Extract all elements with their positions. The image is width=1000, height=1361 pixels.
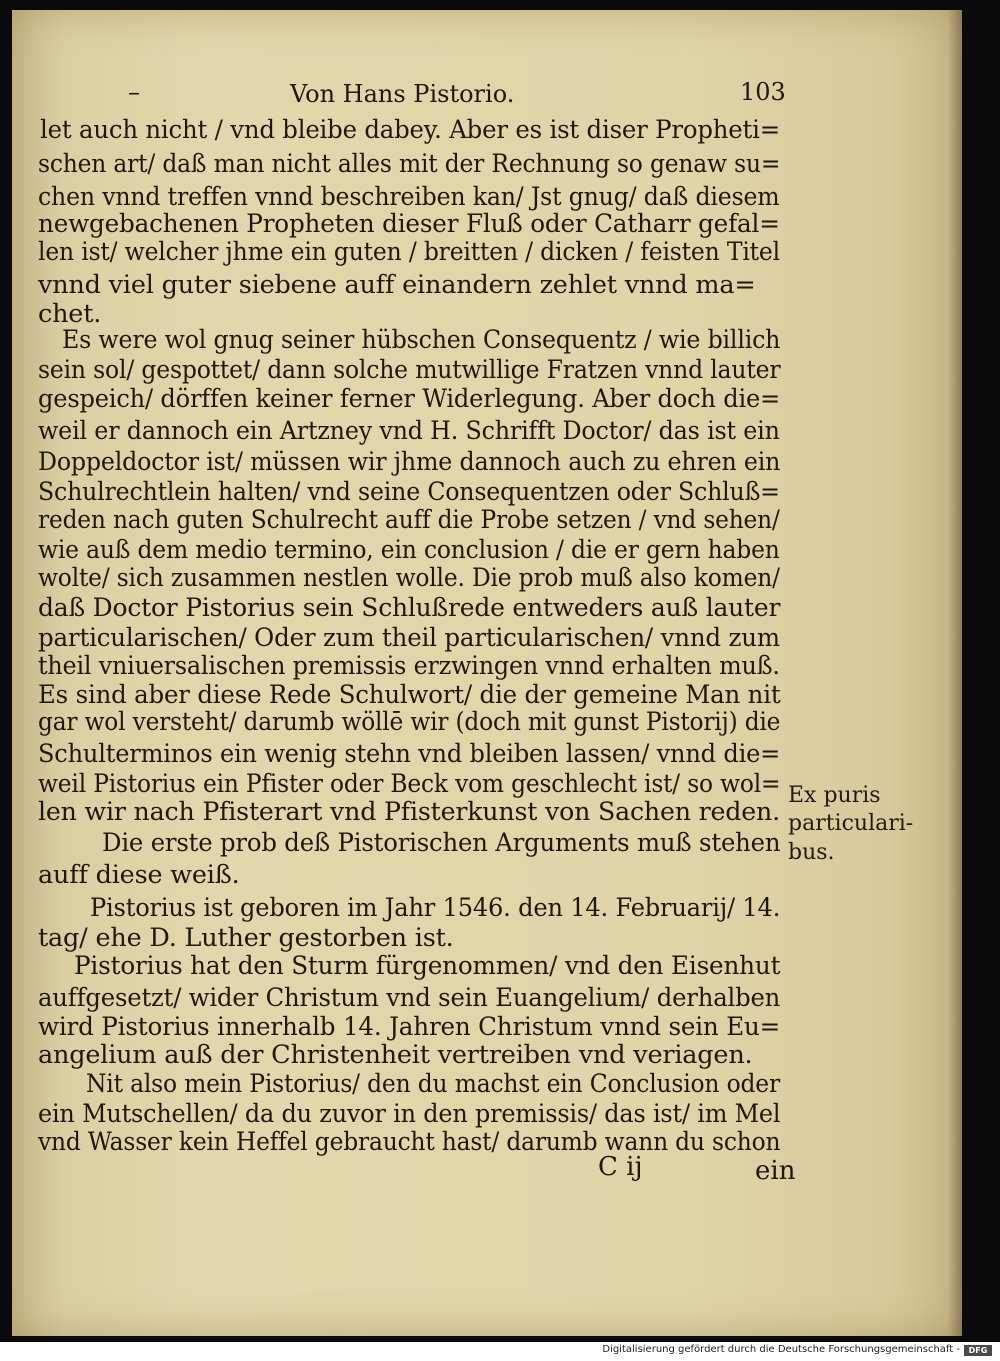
text-line: particularischen/ Oder zum theil particularischen/ vnnd zum: [38, 623, 780, 653]
page-number: 103: [740, 78, 786, 106]
text-line: Doppeldoctor ist/ müssen wir jhme dannoch auch zu ehren ein: [38, 447, 781, 477]
text-line: weil er dannoch ein Artzney vnd H. Schrifft Doctor/ das ist ein: [38, 416, 780, 446]
text-line: wird Pistorius innerhalb 14. Jahren Christum vnnd sein Eu=: [38, 1012, 781, 1042]
text-line: Die erste prob deß Pistorischen Arguments muß stehen: [102, 828, 781, 858]
text-line: auff diese weiß.: [38, 860, 240, 890]
text-line: let auch nicht / vnd bleibe dabey. Aber es ist diser Propheti=: [40, 115, 780, 145]
text-line: reden nach guten Schulrecht auff die Probe setzen / vnd sehen/: [38, 505, 780, 535]
text-line: ein Mutschellen/ da du zuvor in den premissis/ das ist/ im Mel: [38, 1099, 781, 1129]
text-line: angelium auß der Christenheit vertreiben vnd veriagen.: [38, 1040, 753, 1070]
text-line: Schulrechtlein halten/ vnd seine Consequentzen oder Schluß=: [38, 477, 780, 507]
text-line: Schulterminos ein wenig stehn vnd bleiben lassen/ vnnd die=: [38, 739, 781, 769]
text-line: vnd Wasser kein Heffel gebraucht hast/ darumb wann du schon: [38, 1127, 781, 1157]
marginal-note-line: particulari-: [788, 811, 914, 836]
text-line: gar wol versteht/ darumb wöllē wir (doch mit gunst Pistorij) die: [38, 707, 781, 737]
text-line: len wir nach Pfisterart vnd Pfisterkunst von Sachen reden.: [38, 797, 780, 827]
header-dash: –: [128, 78, 140, 106]
signature-mark: C ij: [598, 1152, 643, 1182]
text-line: gespeich/ dörffen keiner ferner Widerlegung. Aber doch die=: [38, 384, 781, 414]
text-line: auffgesetzt/ wider Christum vnd sein Euangelium/ derhalben: [38, 983, 781, 1013]
text-line: wolte/ sich zusammen nestlen wolle. Die prob muß also komen/: [38, 563, 780, 593]
marginal-note-line: bus.: [788, 840, 835, 865]
text-line: chet.: [38, 299, 102, 329]
text-line: theil vniuersalischen premissis erzwingen vnnd erhalten muß.: [38, 651, 780, 681]
catchword: ein: [755, 1156, 796, 1186]
text-line: Es sind aber diese Rede Schulwort/ die der gemeine Man nit: [38, 680, 781, 710]
text-line: Es were wol gnug seiner hübschen Consequentz / wie billich: [62, 325, 781, 355]
text-line: daß Doctor Pistorius sein Schlußrede entweders auß lauter: [38, 593, 781, 623]
text-line: sein sol/ gespottet/ dann solche mutwillige Fratzen vnnd lauter: [38, 355, 781, 385]
text-line: weil Pistorius ein Pfister oder Beck vom geschlecht ist/ so wol=: [38, 769, 781, 799]
marginal-note-line: Ex puris: [788, 783, 881, 808]
text-line: tag/ ehe D. Luther gestorben ist.: [38, 923, 454, 953]
text-line: len ist/ welcher jhme ein guten / breitten / dicken / feisten Titel: [38, 237, 780, 267]
text-line: Nit also mein Pistorius/ den du machst ein Conclusion oder: [86, 1069, 780, 1099]
footer-credit: Digitalisierung gefördert durch die Deutsche Forschungsgemeinschaft -: [602, 1344, 960, 1355]
text-line: schen art/ daß man nicht alles mit der Rechnung so genaw su=: [38, 149, 781, 179]
dfg-logo: DFG: [964, 1345, 992, 1356]
text-line: Pistorius hat den Sturm fürgenommen/ vnd den Eisenhut: [74, 951, 781, 981]
text-line: vnnd viel guter siebene auff einandern zehlet vnnd ma=: [38, 270, 756, 300]
text-line: wie auß dem medio termino, ein conclusion / die er gern haben: [38, 535, 780, 565]
text-line: Pistorius ist geboren im Jahr 1546. den 14. Februarij/ 14.: [90, 893, 781, 923]
text-line: chen vnnd treffen vnnd beschreiben kan/ Jst gnug/ daß diesem: [38, 182, 780, 212]
text-line: newgebachenen Propheten dieser Fluß oder Catharr gefal=: [38, 209, 780, 239]
running-title: Von Hans Pistorio.: [290, 80, 515, 108]
